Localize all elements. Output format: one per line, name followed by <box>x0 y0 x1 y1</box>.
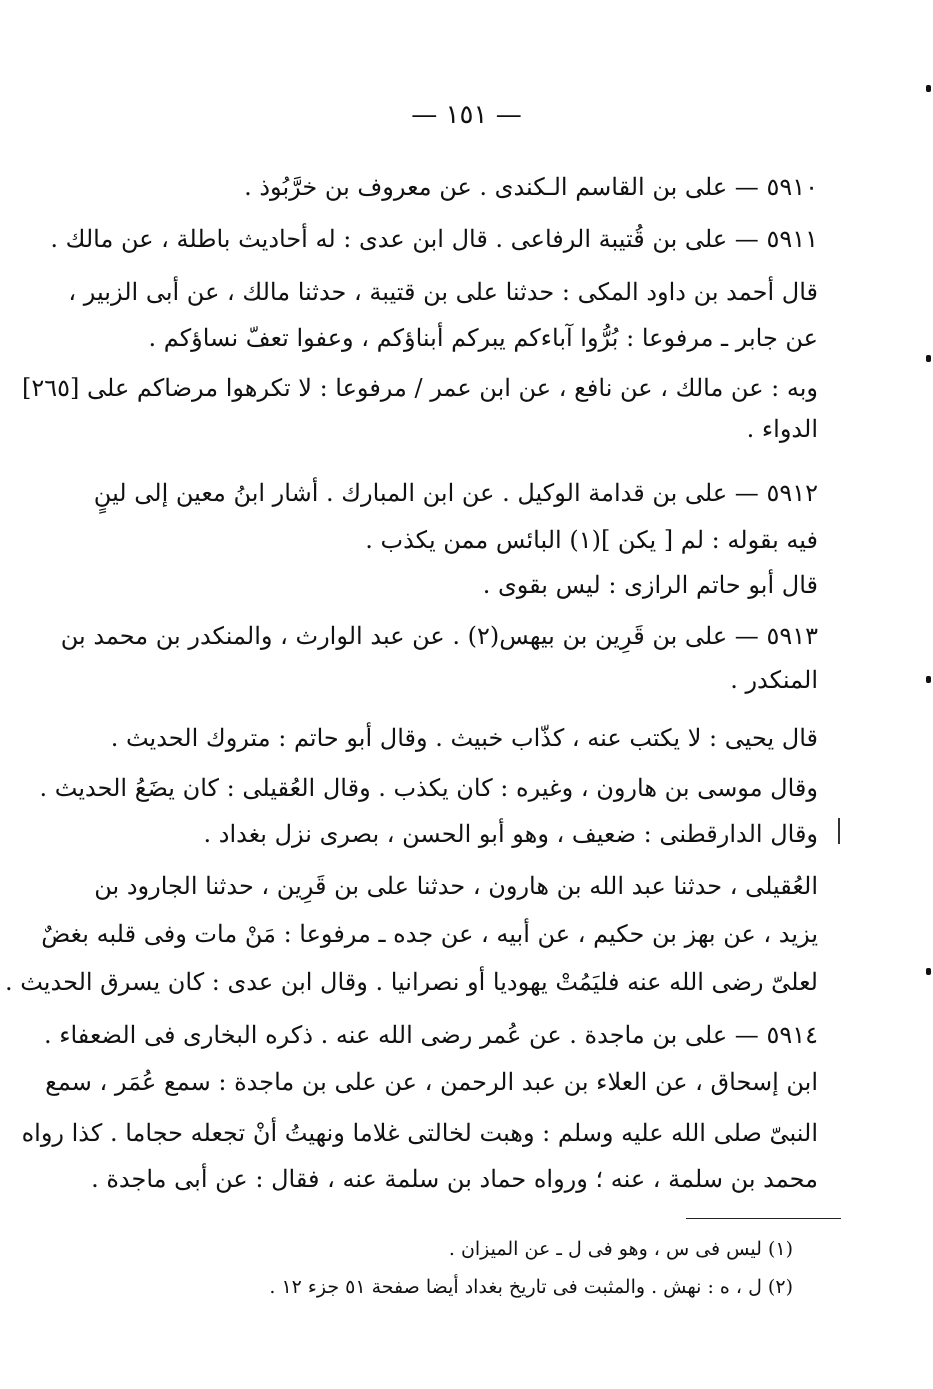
text-line: محمد بن سلمة ، عنه ؛ ورواه حماد بن سلمة عنه ، فقال : عن أبى ماجدة . <box>91 1165 818 1193</box>
text-line: لعلىّ رضى الله عنه فليَمُتْ يهوديا أو نصرانيا . وقال ابن عدى : كان يسرق الحديث . <box>4 968 818 996</box>
text-line: قال أبو حاتم الرازى : ليس بقوى . <box>482 571 818 599</box>
entry-5910: ٥٩١٠ — على بن القاسم الـكندى . عن معروف بن خرَّبُوذ . <box>244 173 818 201</box>
margin-mark <box>926 968 931 975</box>
text-line: فيه بقوله : لم [ يكن ](١) البائس ممن يكذب . <box>365 526 818 554</box>
entry-5912: ٥٩١٢ — على بن قدامة الوكيل . عن ابن المبارك . أشار ابنُ معين إلى لينٍ <box>93 479 818 507</box>
footnote-2: (٢) ل ، ه : نهش . والمثبت فى تاريخ بغداد أيضا صفحة ٥١ جزء ١٢ . <box>269 1276 793 1298</box>
text-line: قال يحيى : لا يكتب عنه ، كذّاب خبيث . وقال أبو حاتم : متروك الحديث . <box>110 724 818 752</box>
text-line: الدواء . <box>746 415 818 443</box>
text-line: وقال الدارقطنى : ضعيف ، وهو أبو الحسن ، بصرى نزل بغداد . <box>203 820 818 848</box>
margin-mark <box>926 355 931 362</box>
footnote-1: (١) ليس فى س ، وهو فى ل ـ عن الميزان . <box>448 1238 793 1260</box>
text-line: وقال موسى بن هارون ، وغيره : كان يكذب . وقال العُقيلى : كان يضَعُ الحديث . <box>39 774 818 802</box>
page-number: — ١٥١ — <box>411 100 522 130</box>
text-line: يزيد ، عن بهز بن حكيم ، عن أبيه ، عن جده ـ مرفوعا : مَنْ مات وفى قلبه بغضٌ <box>41 920 818 948</box>
text-line: المنكدر . <box>730 666 818 694</box>
text-line: عن جابر ـ مرفوعا : بُرُّوا آباءكم يبركم أبناؤكم ، وعفوا تعفّ نساؤكم . <box>148 324 818 352</box>
margin-mark <box>926 676 931 683</box>
entry-5913: ٥٩١٣ — على بن قَرِين بن بيهس(٢) . عن عبد الوارث ، والمنكدر بن محمد بن <box>60 622 818 650</box>
text-line: العُقيلى ، حدثنا عبد الله بن هارون ، حدثنا على بن قَرِين ، حدثنا الجارود بن <box>94 872 818 900</box>
text-line: النبىّ صلى الله عليه وسلم : وهبت لخالتى غلاما ونهيتُ أنْ تجعله حجاما . كذا رواه <box>21 1119 818 1147</box>
entry-5914: ٥٩١٤ — على بن ماجدة . عن عُمر رضى الله عنه . ذكره البخارى فى الضعفاء . <box>43 1021 818 1049</box>
text-line: قال أحمد بن داود المكى : حدثنا على بن قتيبة ، حدثنا مالك ، عن أبى الزبير ، <box>68 278 818 306</box>
text-line: ابن إسحاق ، عن العلاء بن عبد الرحمن ، عن على بن ماجدة : سمع عُمَر ، سمع <box>45 1068 818 1096</box>
entry-5911: ٥٩١١ — على بن قُتيبة الرفاعى . قال ابن عدى : له أحاديث باطلة ، عن مالك . <box>50 225 818 253</box>
text-line-with-folio: وبه : عن مالك ، عن نافع ، عن ابن عمر / مرفوعا : لا تكرهوا مرضاكم على [٢٦٥] <box>21 374 818 402</box>
footnote-separator <box>686 1218 841 1219</box>
margin-mark <box>926 85 931 92</box>
margin-line <box>838 818 840 844</box>
